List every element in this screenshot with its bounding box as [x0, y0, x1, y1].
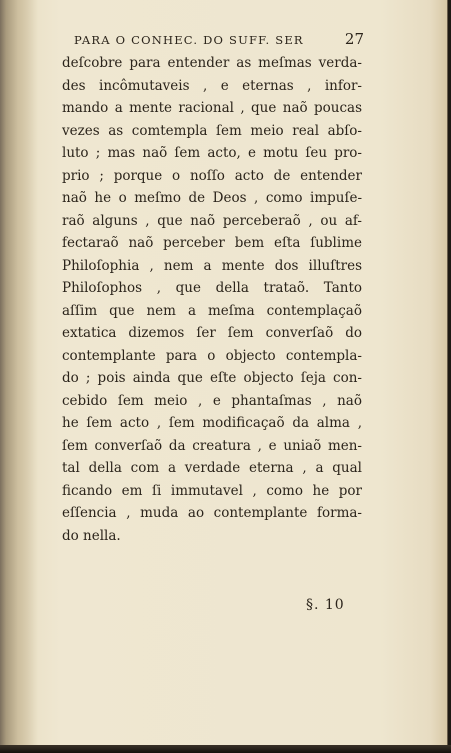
text-line: deſcobre para entender as meſmas verda- [62, 55, 362, 71]
page-header [62, 28, 362, 52]
page-text-block [62, 28, 362, 547]
spine-shadow [0, 0, 38, 747]
text-line: fectaraõ naõ perceber bem eſta ſublime [62, 235, 362, 251]
text-line: naõ he o meſmo de Deos , como impuſe- [62, 190, 362, 206]
text-line: eſſencia , muda ao contemplante forma- [62, 505, 362, 521]
text-line: do nella. [62, 527, 121, 544]
text-line: ficando em ſi immutavel , como he por [62, 482, 362, 499]
text-line: raõ alguns , que naõ perceberaõ , ou af- [62, 212, 362, 229]
text-line: extatica dizemos ſer ſem converſaõ do [62, 325, 362, 341]
text-line: Philoſophia , nem a mente dos illuſtres [62, 257, 362, 274]
text-line: ſem converſaõ da creatura , e uniaõ men- [62, 437, 362, 454]
text-line: do ; pois ainda que eſte objecto ſeja con- [62, 370, 362, 386]
text-line: Philoſophos , que della trataõ. Tanto [62, 280, 362, 296]
catchword: §. 10 [306, 597, 345, 613]
running-title: PARA O CONHEC. DO SUFF. SER [74, 33, 304, 47]
text-line: aſſim que nem a meſma contemplaçaõ [62, 302, 362, 319]
text-line: mando a mente racional , que naõ poucas [62, 100, 362, 116]
page-number: 27 [344, 30, 364, 48]
body-text [62, 52, 362, 547]
text-line: luto ; mas naõ ſem acto, e motu ſeu pro- [62, 145, 362, 161]
text-line: tal della com a verdade eterna , a qual [62, 460, 362, 476]
text-line: des incômutaveis , e eternas , infor- [62, 77, 362, 94]
text-line: contemplante para o objecto contempla- [62, 347, 362, 364]
page-edge-shadow [0, 745, 451, 753]
text-line: he ſem acto , ſem modificaçaõ da alma , [62, 415, 362, 431]
text-line: cebido ſem meio , e phantaſmas , naõ [62, 392, 362, 409]
text-line: prio ; porque o noſſo acto de entender [62, 167, 362, 184]
text-line: vezes as comtempla ſem meio real abſo- [62, 122, 362, 139]
